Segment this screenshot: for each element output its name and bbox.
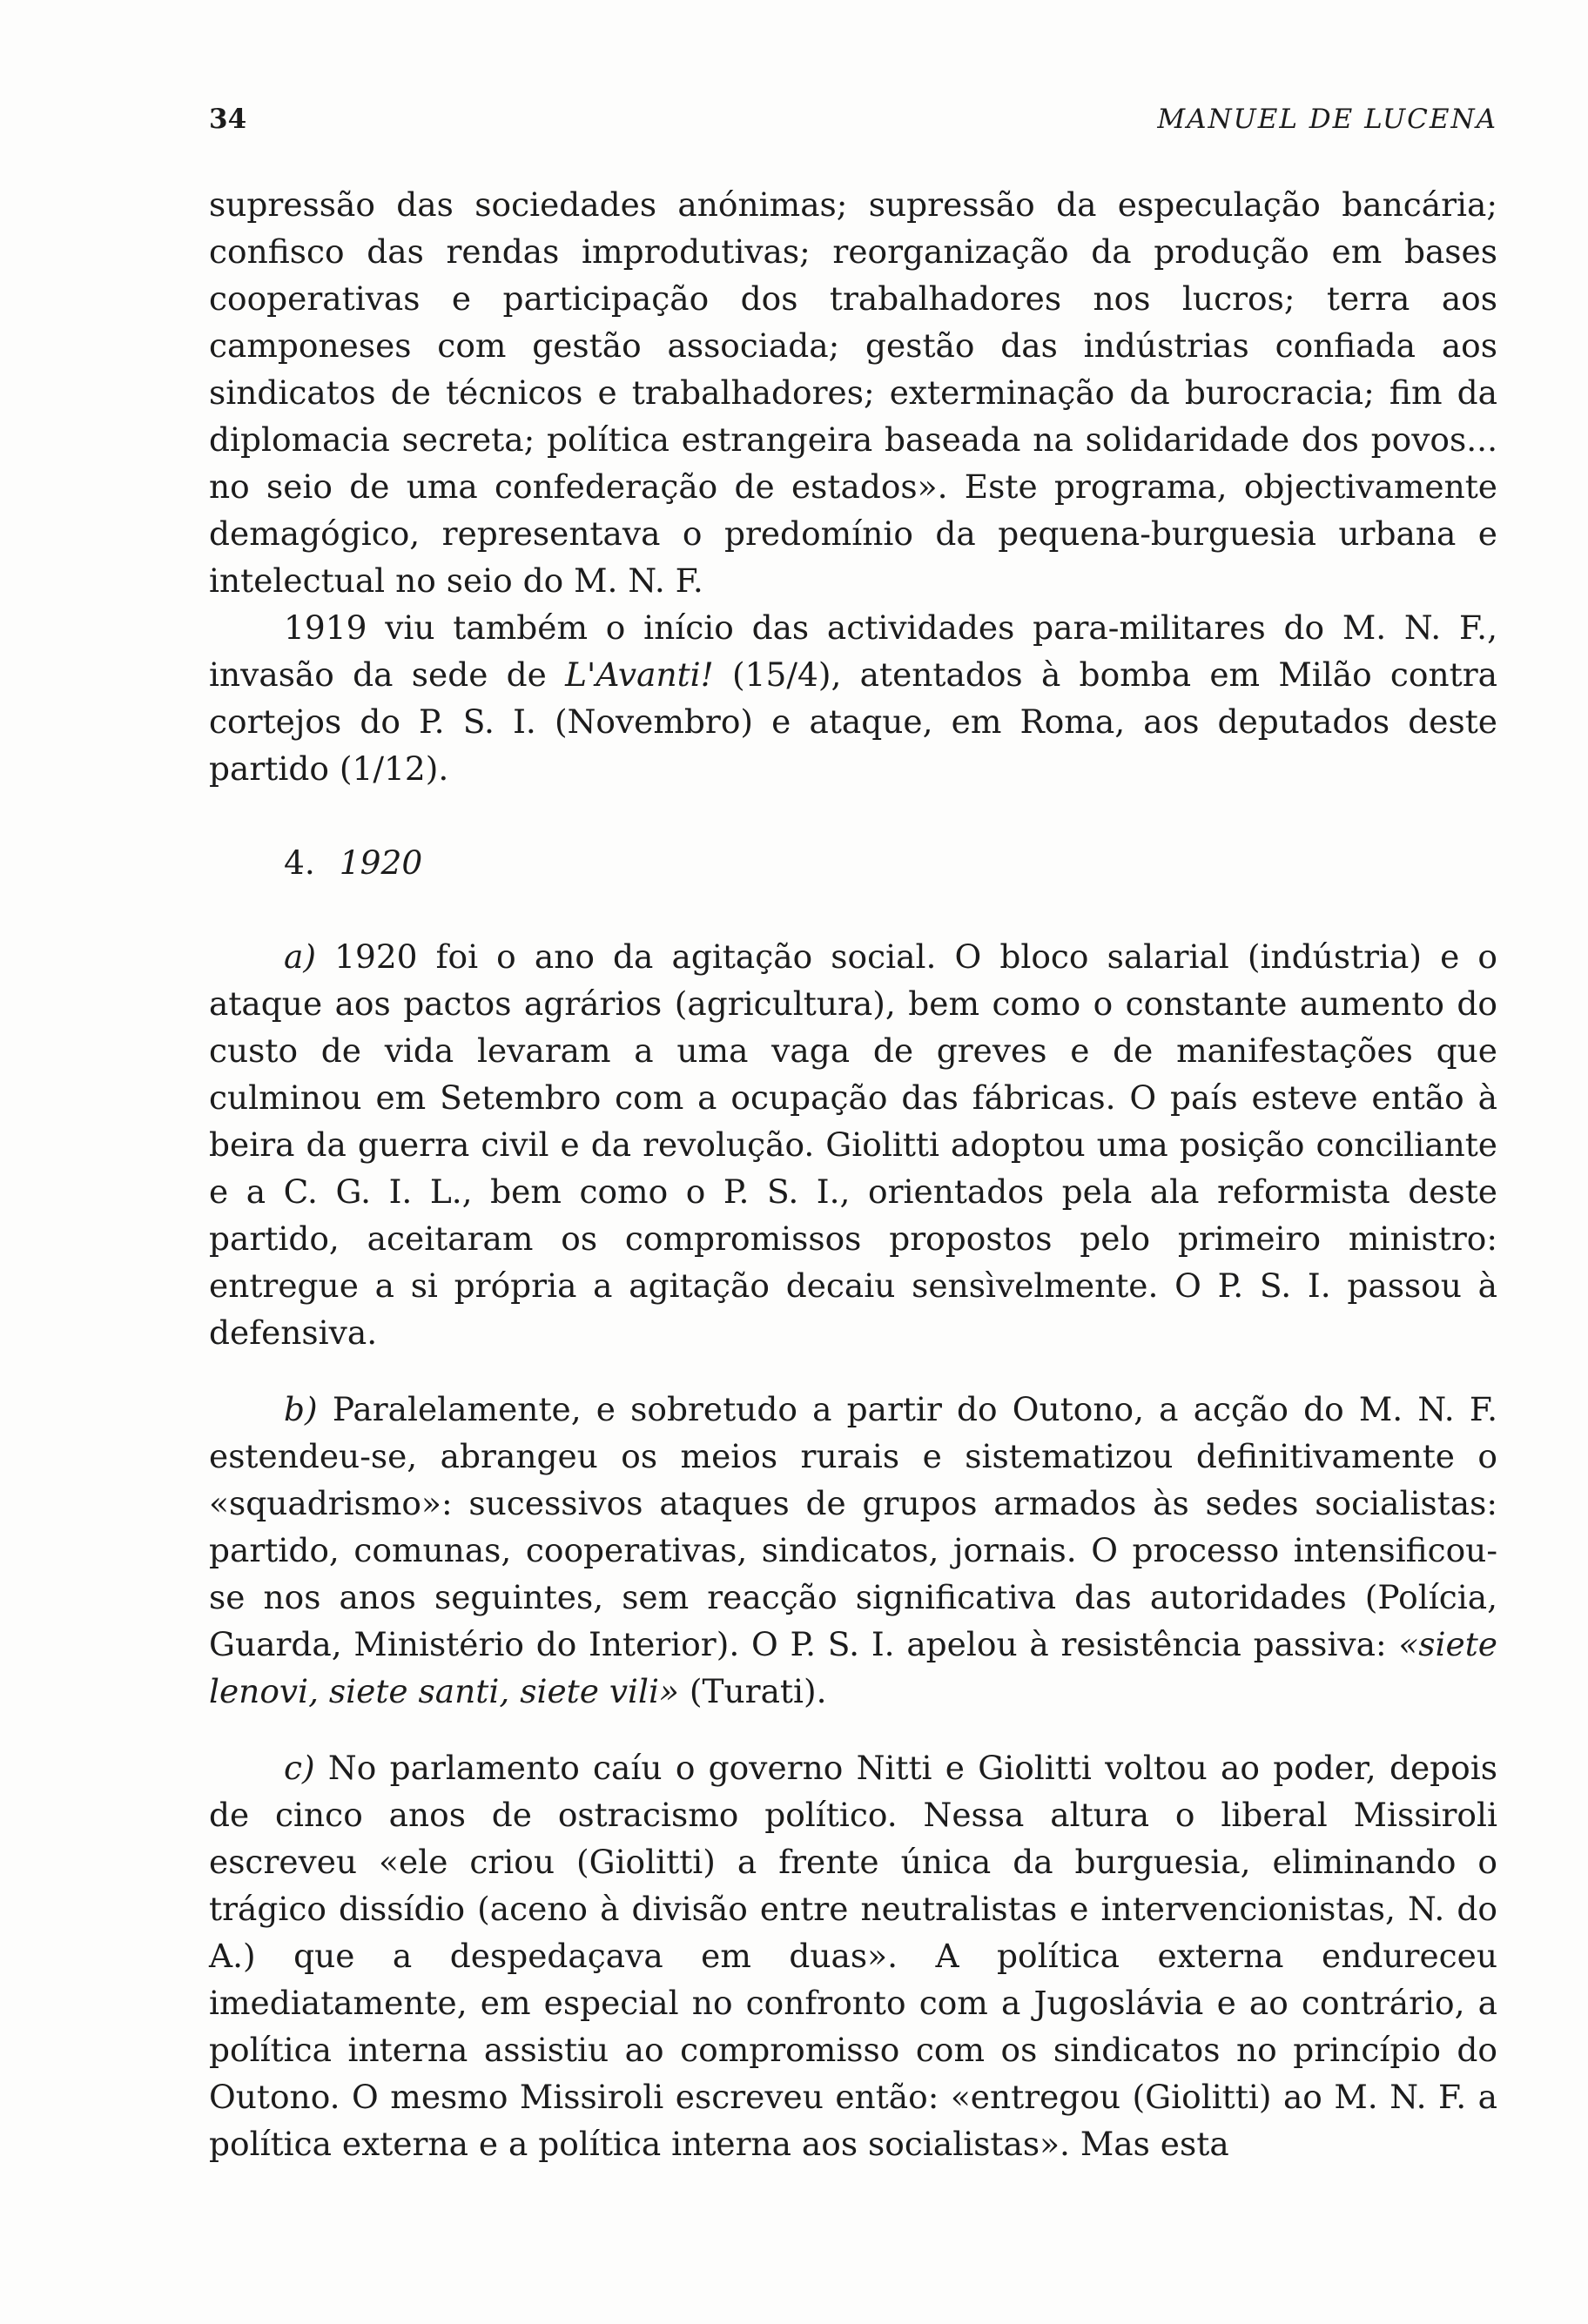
page-number: 34 [209, 104, 247, 135]
newspaper-title: L'Avanti! [565, 655, 714, 694]
paragraph-b [209, 1386, 1497, 1715]
paragraph-text: No parlamento caíu o governo Nitti e Giolitti voltou ao poder, depois de cinco anos de ostracismo político. Nessa altura o liberal Missiroli escreveu «ele criou (Giolitti) a frente única da burguesia, eliminando o trágico dissídio (aceno à divisão entre neutralistas e intervencionistas, N. do A.) que a despedaçava em duas». A política externa endureceu imediatamente, em especial no confronto com a Jugoslávia e ao contrário, a política interna assistiu ao compromisso com os sindicatos no princípio do Outono. O mesmo Missiroli escreveu então: «entregou (Giolitti) ao M. N. F. a política externa e a política interna aos socialistas». Mas esta [209, 1749, 1498, 2163]
section-heading [284, 839, 1497, 886]
running-head [209, 97, 1497, 141]
paragraph-text: supressão das sociedades anónimas; supressão da especulação bancária; confisco das rendas improdutivas; reorganização da produção em bases cooperativas e participação dos trabalhadores nos lucros; terra aos camponeses com gestão associada; gestão das indústrias confiada aos sindicatos de técnicos e trabalhadores; exterminação da burocracia; fim da diplomacia secreta; política estrangeira baseada na solidaridade dos povos... no seio de uma confederação de estados». Este programa, objectivamente demagógico, representava o predomínio da pequena-burguesia urbana e intelectual no seio do M. N. F. [209, 185, 1497, 600]
paragraph-letter: c) [284, 1749, 315, 1787]
paragraph-text: (15/4), atentados à bomba em Milão contra cortejos do P. S. I. (Novembro) e ataque, em Roma, aos deputados deste partido (1/12). [209, 655, 1498, 788]
paragraph-c [209, 1744, 1497, 2167]
paragraph-letter: a) [284, 937, 316, 976]
paragraph-text: 1920 foi o ano da agitação social. O bloco salarial (indústria) e o ataque aos pactos agrários (agricultura), bem como o constante aumento do custo de vida levaram a uma vaga de greves e de manifestações que culminou em Setembro com a ocupação das fábricas. O país esteve então à beira da guerra civil e da revolução. Giolitti adoptou uma posição conciliante e a C. G. I. L., bem como o P. S. I., orientados pela ala reformista deste partido, aceitaram os compromissos propostos pelo primeiro ministro: entregue a si própria a agitação decaiu sensìvelmente. O P. S. I. passou à defensiva. [209, 937, 1498, 1352]
paragraph-a [209, 933, 1497, 1356]
running-title: MANUEL DE LUCENA [1157, 104, 1497, 135]
paragraph-text: (Turati). [689, 1672, 827, 1710]
paragraph-1919 [209, 604, 1497, 792]
paragraph-program-continuation [209, 181, 1497, 604]
paragraph-text: 1919 viu também o início das actividades para-militares do M. N. F., invasão da sede de [209, 608, 1497, 694]
section-number: 4. [284, 843, 315, 882]
body-text [209, 181, 1497, 2167]
quote: «siete lenovi, siete santi, siete vili» [209, 1625, 1497, 1710]
section-year: 1920 [339, 843, 423, 882]
spacer [209, 886, 1497, 933]
paragraph-letter: b) [284, 1390, 318, 1428]
paragraph-text: Paralelamente, e sobretudo a partir do Outono, a acção do M. N. F. estendeu-se, abrangeu os meios rurais e sistematizou definitivamente o «squadrismo»: sucessivos ataques de grupos armados às sedes socialistas: partido, comunas, cooperativas, sindicatos, jornais. O processo intensificou-se nos anos seguintes, sem reacção significativa das autoridades (Polícia, Guarda, Ministério do Interior). O P. S. I. apelou à resistência passiva: [209, 1390, 1497, 1663]
